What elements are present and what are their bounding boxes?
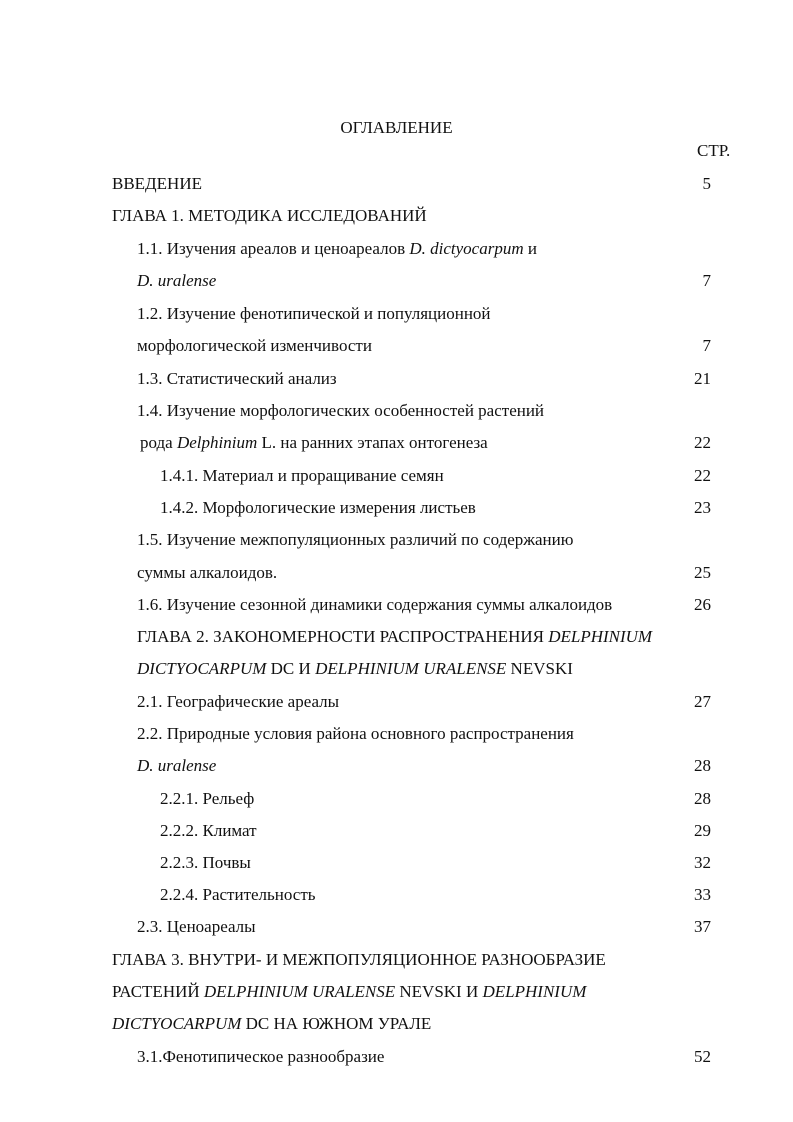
toc-entry <box>0 1045 793 1069</box>
toc-title-italic-part: DELPHINIUM URALENSE <box>203 982 396 1001</box>
toc-entry <box>0 1012 793 1036</box>
toc-entry-page-number: 32 <box>694 853 711 872</box>
toc-title-italic-part: DELPHINIUM URALENSE <box>315 659 507 678</box>
toc-entry <box>0 204 793 228</box>
toc-entry-title <box>112 172 202 196</box>
toc-entry-page-number: 26 <box>694 595 711 614</box>
toc-entry <box>0 172 793 196</box>
toc-title-part: L. на ранних этапах онтогенеза <box>257 433 488 452</box>
toc-title-part: рода <box>140 433 177 452</box>
toc-entry <box>0 561 793 585</box>
toc-entry-page-number: 28 <box>694 789 711 808</box>
toc-title-part: 1.4.1. Материал и проращивание семян <box>160 466 444 485</box>
toc-title-part: ГЛАВА 3. ВНУТРИ- И МЕЖПОПУЛЯЦИОННОЕ РАЗНООБРАЗИЕ <box>112 950 606 969</box>
toc-entry-title <box>160 851 251 875</box>
toc-entry-page-number: 23 <box>694 498 711 517</box>
toc-entry-title <box>160 496 476 520</box>
toc-entry-page-number: 27 <box>694 692 711 711</box>
toc-title-part: 2.3. Ценоареалы <box>137 917 256 936</box>
toc-entry-title <box>137 269 216 293</box>
page-column-header: СТР. <box>697 141 731 160</box>
page-title: ОГЛАВЛЕНИЕ <box>340 118 453 137</box>
toc-entry-page-number: 22 <box>694 433 711 452</box>
toc-entry <box>0 269 793 293</box>
toc-title-part: 1.4. Изучение морфологических особенностей растений <box>137 401 545 420</box>
toc-title-part: 2.2. Природные условия района основного распространения <box>137 724 574 743</box>
toc-entry-title <box>137 690 339 714</box>
toc-entry <box>0 754 793 778</box>
toc-entry-title <box>112 948 606 972</box>
toc-entry-title <box>137 754 216 778</box>
toc-entry-title <box>137 593 612 617</box>
toc-title-part: NEVSKI И <box>395 982 483 1001</box>
toc-entry-title <box>137 625 652 649</box>
toc-title-part: суммы алкалоидов. <box>137 563 278 582</box>
toc-entry-page-number: 7 <box>702 336 711 355</box>
toc-entry-page-number: 5 <box>702 174 711 193</box>
toc-entry-page-number: 37 <box>694 917 711 936</box>
toc-entry <box>0 302 793 326</box>
toc-entry <box>0 431 793 455</box>
toc-title-part: 2.2.2. Климат <box>160 821 257 840</box>
toc-entry-title <box>140 431 488 455</box>
toc-entry <box>0 948 793 972</box>
toc-title-part: 3.1.Фенотипическое разнообразие <box>137 1047 385 1066</box>
toc-entry-title <box>137 237 537 261</box>
toc-title-part: 1.4.2. Морфологические измерения листьев <box>160 498 476 517</box>
toc-title-part: ГЛАВА 1. МЕТОДИКА ИССЛЕДОВАНИЙ <box>112 206 427 225</box>
toc-entry-title <box>137 334 372 358</box>
toc-title-italic-part: D. uralense <box>137 756 217 775</box>
toc-title-part: NEVSKI <box>506 659 573 678</box>
toc-entry <box>0 819 793 843</box>
toc-entry-title <box>137 528 573 552</box>
toc-title-part: морфологической изменчивости <box>137 336 372 355</box>
toc-entry <box>0 883 793 907</box>
toc-entry-page-number: 25 <box>694 563 711 582</box>
toc-entry <box>0 915 793 939</box>
toc-entry <box>0 851 793 875</box>
toc-entry-page-number: 28 <box>694 756 711 775</box>
toc-entry <box>0 787 793 811</box>
toc-entry <box>0 367 793 391</box>
toc-entry-title <box>160 464 444 488</box>
toc-entry-title <box>137 367 337 391</box>
toc-title-italic-part: D. dictyocarpum <box>409 239 524 258</box>
toc-entry <box>0 237 793 261</box>
toc-entry-title <box>137 915 256 939</box>
toc-entry <box>0 980 793 1004</box>
toc-title-part: ГЛАВА 2. ЗАКОНОМЕРНОСТИ РАСПРОСТРАНЕНИЯ <box>137 627 549 646</box>
toc-title-italic-part: D. uralense <box>137 271 217 290</box>
toc-entry-title <box>137 722 574 746</box>
toc-entry <box>0 625 793 649</box>
toc-entry-title <box>160 787 254 811</box>
toc-title-part: 1.2. Изучение фенотипической и популяционной <box>137 304 491 323</box>
toc-title-part: и <box>523 239 537 258</box>
toc-entry-title <box>160 819 257 843</box>
toc-title-part: 1.5. Изучение межпопуляционных различий по содержанию <box>137 530 574 549</box>
toc-entry-title <box>160 883 316 907</box>
toc-entry <box>0 496 793 520</box>
toc-title-part: ВВЕДЕНИЕ <box>112 174 202 193</box>
toc-entry-title <box>112 980 586 1004</box>
toc-title-part: DC НА ЮЖНОМ УРАЛЕ <box>241 1014 432 1033</box>
toc-entry-title <box>137 561 277 585</box>
toc-entry-page-number: 52 <box>694 1047 711 1066</box>
toc-entry <box>0 334 793 358</box>
toc-title-part: 2.1. Географические ареалы <box>137 692 340 711</box>
toc-entry <box>0 593 793 617</box>
toc-title-part: 2.2.4. Растительность <box>160 885 316 904</box>
toc-title-part: 1.1. Изучения ареалов и ценоареалов <box>137 239 410 258</box>
toc-title-italic-part: DELPHINIUM <box>482 982 587 1001</box>
toc-entry <box>0 657 793 681</box>
toc-entry-title <box>137 399 544 423</box>
toc-entry-title <box>137 657 573 681</box>
toc-entry <box>0 528 793 552</box>
toc-title-italic-part: Delphinium <box>176 433 258 452</box>
toc-title-italic-part: DICTYOCARPUM <box>137 659 267 678</box>
toc-entry-title <box>112 1012 431 1036</box>
toc-entry-title <box>137 1045 384 1069</box>
toc-title-italic-part: DELPHINIUM <box>548 627 653 646</box>
toc-entry <box>0 690 793 714</box>
toc-entry-page-number: 29 <box>694 821 711 840</box>
toc-title-part: DC И <box>266 659 316 678</box>
toc-entry-title <box>112 204 427 228</box>
toc-title-part: 2.2.3. Почвы <box>160 853 251 872</box>
toc-title-part: 2.2.1. Рельеф <box>160 789 255 808</box>
toc-entry-page-number: 7 <box>702 271 711 290</box>
toc-entry <box>0 464 793 488</box>
toc-entry <box>0 722 793 746</box>
toc-entry-page-number: 22 <box>694 466 711 485</box>
toc-title-part: РАСТЕНИЙ <box>112 982 204 1001</box>
toc-entry <box>0 399 793 423</box>
toc-title-part: 1.3. Статистический анализ <box>137 369 337 388</box>
toc-entry-page-number: 21 <box>694 369 711 388</box>
toc-title-italic-part: DICTYOCARPUM <box>112 1014 242 1033</box>
toc-title-part: 1.6. Изучение сезонной динамики содержания суммы алкалоидов <box>137 595 613 614</box>
toc-entry-title <box>137 302 491 326</box>
toc-entry-page-number: 33 <box>694 885 711 904</box>
